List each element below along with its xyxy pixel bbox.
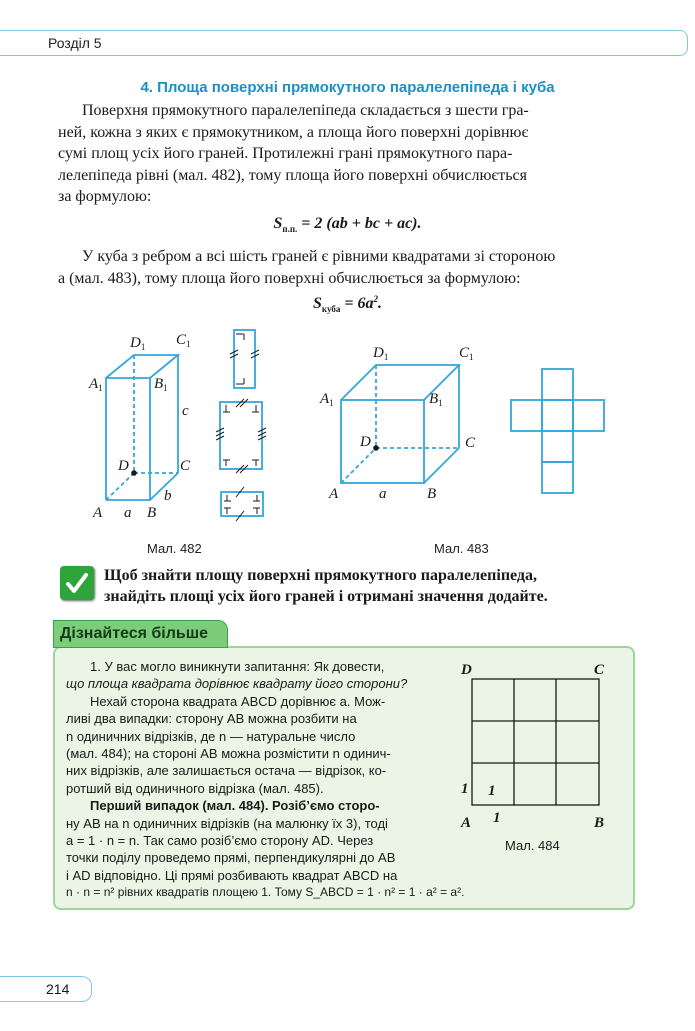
prism-top-right <box>106 355 178 378</box>
label-a-483: a <box>379 486 387 502</box>
formula-surface-box: $S_{п.п.} = 2$ (ab + bc + ac). <box>273 215 422 234</box>
net-bottom <box>542 462 573 493</box>
cube-hidden-3 <box>341 448 376 483</box>
para1-line: ней, кожна з яких є прямокутником, а площа його поверхні дорівнює <box>58 123 529 141</box>
section-header <box>0 30 688 56</box>
learn-more-tab <box>53 620 228 648</box>
paragraph-2 <box>58 246 634 289</box>
cube-top-right <box>341 365 459 400</box>
point-D-483 <box>373 445 379 451</box>
paragraph-1 <box>58 100 634 208</box>
label-C-484: C <box>594 662 605 678</box>
section-label: Розділ 5 <box>48 35 102 51</box>
para1-line: лелепіпеда рівні (мал. 482), тому площа його поверхні обчислюється <box>58 166 528 184</box>
label-B1-482: $B_1$ <box>154 376 168 393</box>
prism-hidden-3 <box>106 473 134 500</box>
label-A-483: A <box>329 486 339 502</box>
label-b-482: b <box>164 488 172 504</box>
label-1-cell: 1 <box>488 783 496 799</box>
label-D-484: D <box>461 662 472 678</box>
formula-surface-cube: $S_{куба} = 6a^2$. <box>313 294 382 314</box>
para2-line: У куба з ребром a всі шість граней є рівними квадратами зі стороною <box>82 248 556 265</box>
point-D-482 <box>131 470 137 476</box>
caption-484: Мал. 484 <box>505 838 560 853</box>
label-C-483: C <box>465 435 476 451</box>
label-1-side: 1 <box>461 781 469 797</box>
label-B-483: B <box>427 486 437 502</box>
learn-more-title: Дізнайтеся більше <box>60 625 208 642</box>
label-A-482: A <box>93 505 103 521</box>
para1-line: Поверхня прямокутного паралелепіпеда складається з шести гра- <box>82 102 529 119</box>
label-A-484: A <box>461 815 472 831</box>
net-right <box>573 400 604 431</box>
label-C-482: C <box>180 458 191 474</box>
net-left <box>511 400 542 431</box>
cube-edge-bottom <box>424 448 459 483</box>
label-B-484: B <box>594 815 605 831</box>
page-number-tab <box>0 976 92 1002</box>
para1-line: сумі площ усіх його граней. Протилежні грані прямокутного пара- <box>58 145 513 162</box>
label-A1-483: $A_1$ <box>320 391 334 408</box>
caption-482: Мал. 482 <box>147 541 202 556</box>
label-D1-482: $D_1$ <box>130 335 146 352</box>
prism-front-face <box>106 378 150 500</box>
label-D-482: D <box>118 458 129 474</box>
learn-more-text: 1. У вас могло виникнути запитання: Як довести, що площа квадрата дорівнює квадрату його сторони? Нехай сторона квадрата ABCD дорівнює a. Мож- ливі два випадки: сторону AB можна розбити на n одиничних відрізків, де n — натуральне число (мал. 484); на стороні AB можна розмістити n одинич- них відрізків, але залишається остача — відрізок, ко- ротший від одиничного відрізка (мал. 485). Перший випадок (мал. 484). Розіб’ємо сторо- ну AB на n одиничних відрізків (на малюнку їх 3), тоді a = 1 · n = n. Так само розіб’ємо сторону AD. Через точки поділу проведемо прямі, перпендикулярні до AB і AD відповідно. Ці прямі розбивають квадрат ABCD на n · n = n² рівних квадратів площею 1. Тому S_ABCD = 1 · n² = 1 · a² = a². <box>66 659 465 900</box>
label-a-482: a <box>124 505 132 521</box>
label-C1-482: $C_1$ <box>176 332 191 349</box>
para1-line: за формулою: <box>58 188 152 205</box>
section-title: 4. Площа поверхні прямокутного паралелепіпеда і куба <box>140 79 555 96</box>
figures-482-483 <box>0 320 695 530</box>
label-B1-483: $B_1$ <box>429 391 443 408</box>
net-top <box>542 369 573 400</box>
label-1-bottom: 1 <box>493 810 501 826</box>
label-D1-483: $D_1$ <box>373 345 389 362</box>
rule-text: Щоб знайти площу поверхні прямокутного паралелепіпеда, знайдіть площі усіх його граней і отримані значення додайте. <box>104 567 548 605</box>
net-center <box>542 400 573 431</box>
label-C1-483: $C_1$ <box>459 345 474 362</box>
label-D-483: D <box>360 434 371 450</box>
net-mid <box>542 431 573 462</box>
page-number: 214 <box>46 981 70 997</box>
para2-line: a (мал. 483), тому площа його поверхні обчислюється за формулою: <box>58 269 521 287</box>
label-c-482: c <box>182 403 189 419</box>
label-B-482: B <box>147 505 157 521</box>
label-A1-482: $A_1$ <box>89 376 103 393</box>
caption-483: Мал. 483 <box>434 541 489 556</box>
checkmark-icon <box>60 566 94 600</box>
figure-484-grid <box>455 660 625 835</box>
